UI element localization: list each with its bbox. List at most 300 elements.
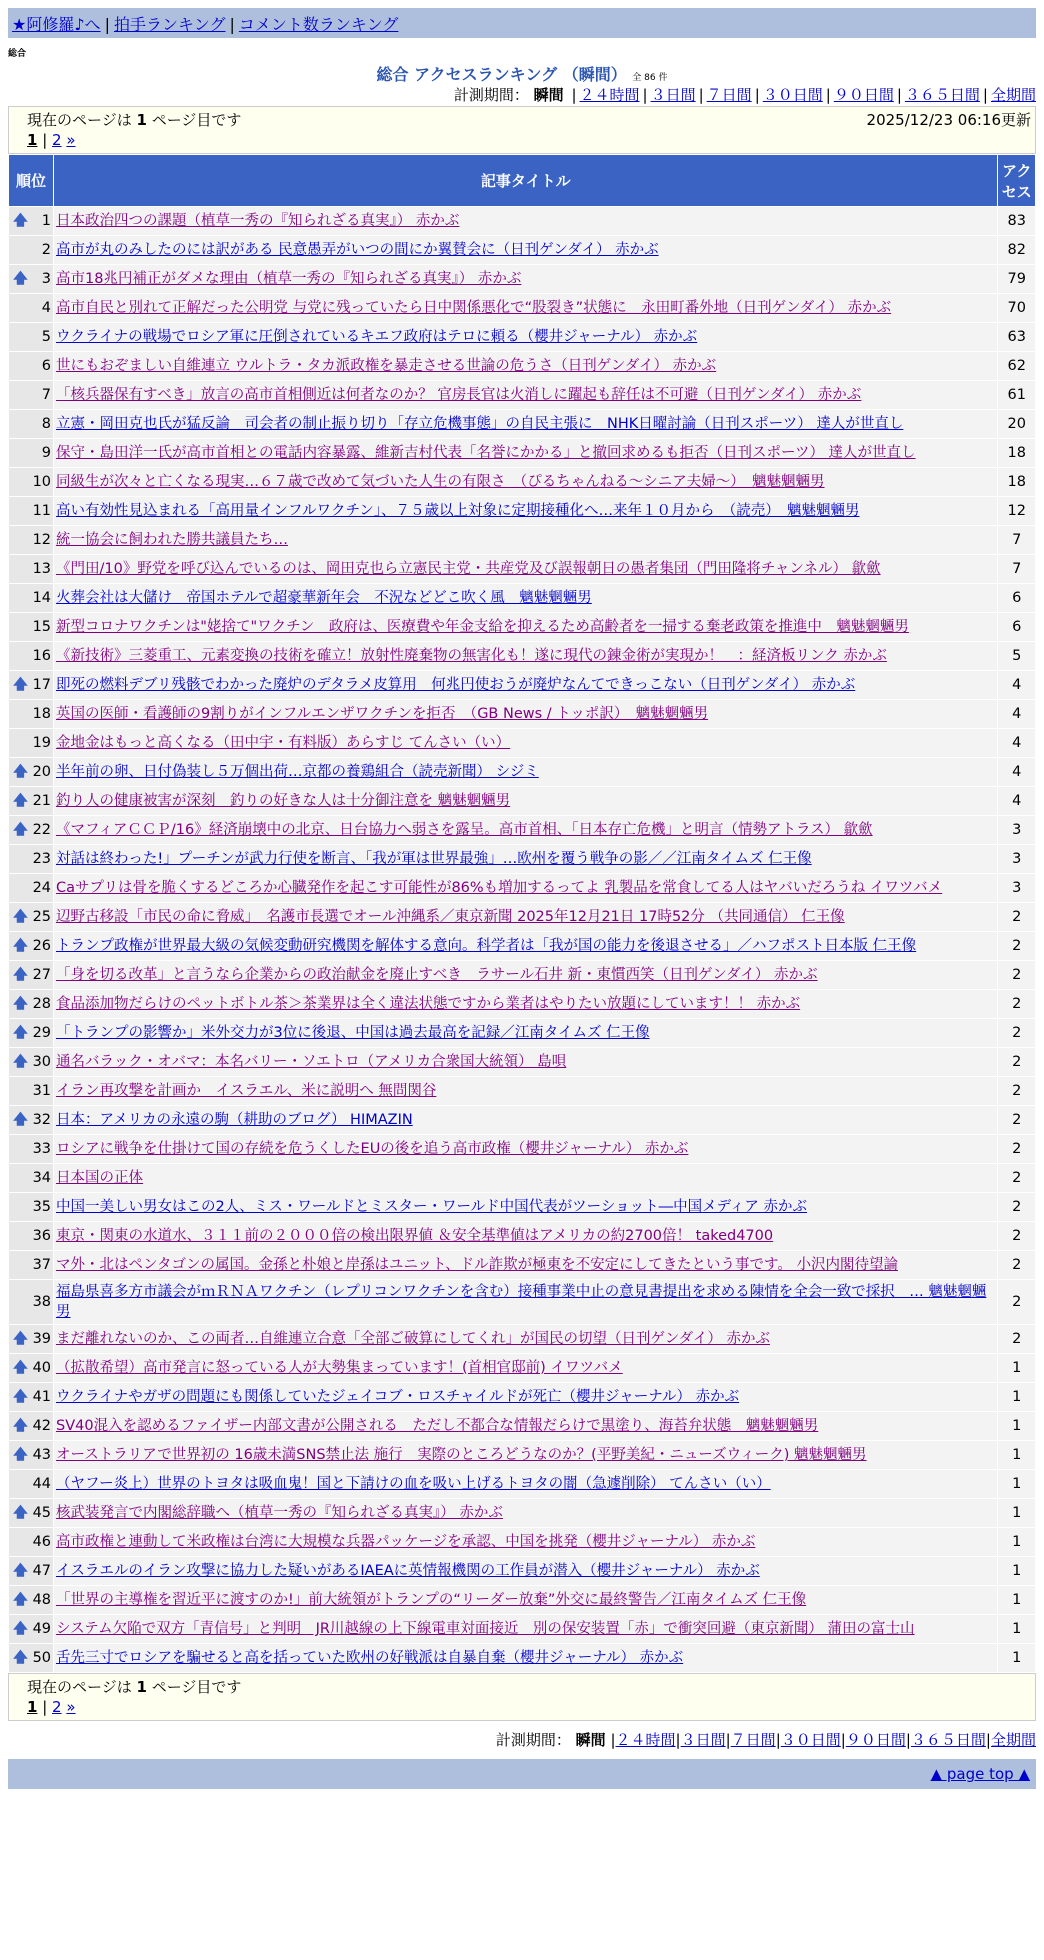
rank-cell xyxy=(9,787,54,816)
pager-page-2-bottom[interactable]: 2 xyxy=(52,1698,62,1716)
table-row xyxy=(9,381,1036,410)
bottom-bar xyxy=(8,1759,1036,1789)
page-info-box-bottom xyxy=(8,1673,1036,1721)
article-title-link[interactable]: イスラエルのイラン攻撃に協力した疑いがあるIAEAに英情報機関の工作員が潜入（櫻井ジャーナル） 赤かぶ xyxy=(56,1563,760,1579)
rank-cell xyxy=(9,613,54,642)
article-title-link[interactable]: 核武装発言で内閣総辞職へ（植草一秀の『知られざる真実』） 赤かぶ xyxy=(56,1505,503,1521)
rank-number: 6 xyxy=(41,358,52,374)
table-row xyxy=(9,1557,1036,1586)
table-row xyxy=(9,1441,1036,1470)
rank-cell xyxy=(9,468,54,497)
table-row xyxy=(9,410,1036,439)
access-count: 1 xyxy=(998,1470,1036,1499)
table-row xyxy=(9,613,1036,642)
rank-cell xyxy=(9,1354,54,1383)
article-title-link[interactable]: システム欠陥で双方「青信号」と判明 JR川越線の上下線電車対面接近 別の保安装置「赤」で衝突回避（東京新聞） 蒲田の富士山 xyxy=(56,1621,915,1637)
article-title-link[interactable]: 《新技術》三菱重工、元素変換の技術を確立！放射性廃棄物の無害化も！遂に現代の錬金術が実現か！ ：経済板リンク 赤かぶ xyxy=(56,648,887,664)
article-title-link[interactable]: 日本国の正体 xyxy=(56,1170,144,1186)
rank-up-arrow-icon: 🡅 xyxy=(13,822,28,838)
page-status-bottom: 現在のページは 1 ページ目です xyxy=(27,1678,242,1696)
rank-cell xyxy=(9,1077,54,1106)
article-title-link[interactable]: （拡散希望）高市発言に怒っている人が大勢集まっています！(首相官邸前) イワツバメ xyxy=(56,1360,623,1376)
article-title-link[interactable]: SV40混入を認めるファイザー内部文書が公開される ただし不都合な情報だらけで黒塗り、海苔弁状態 魑魅魍魎男 xyxy=(56,1418,819,1434)
rank-cell xyxy=(9,700,54,729)
rank-cell xyxy=(9,1325,54,1354)
rank-cell xyxy=(9,1135,54,1164)
pager-current-page-bottom: 1 xyxy=(27,1698,38,1716)
page-info-box-top xyxy=(8,106,1036,154)
rank-number: 7 xyxy=(41,387,52,403)
pager-bottom: 1 | 2 » xyxy=(27,1698,76,1716)
table-row xyxy=(9,1586,1036,1615)
rank-number: 3 xyxy=(41,271,52,287)
rank-cell xyxy=(9,845,54,874)
article-title-link[interactable]: ロシアに戦争を仕掛けて国の存続を危うくしたEUの後を追う高市政権（櫻井ジャーナル） 赤かぶ xyxy=(56,1141,689,1157)
rank-cell xyxy=(9,932,54,961)
rank-number: 1 xyxy=(41,213,52,229)
article-title-link[interactable]: 通名バラック・オバマ：本名バリー・ソエトロ（アメリカ合衆国大統領） 島唄 xyxy=(56,1054,567,1070)
rank-up-arrow-icon: 🡅 xyxy=(13,1054,28,1070)
rank-cell xyxy=(9,410,54,439)
access-count: 63 xyxy=(998,323,1036,352)
rank-up-arrow-icon: 🡅 xyxy=(13,271,28,287)
rank-number: 23 xyxy=(32,851,52,867)
home-link[interactable]: ★阿修羅♪へ xyxy=(12,15,101,34)
access-count: 1 xyxy=(998,1557,1036,1586)
access-count: 4 xyxy=(998,787,1036,816)
pager-top: 1 | 2 » xyxy=(27,131,76,149)
table-row xyxy=(9,671,1036,700)
rank-number: 37 xyxy=(32,1257,52,1273)
period-link[interactable]: ９０日間 xyxy=(833,86,894,104)
access-count: 2 xyxy=(998,1019,1036,1048)
top-nav-bar: ★阿修羅♪へ | 拍手ランキング | コメント数ランキング xyxy=(8,8,1036,38)
rank-number: 16 xyxy=(32,648,52,664)
period-link[interactable]: ３０日間 xyxy=(780,1731,841,1749)
rank-cell xyxy=(9,874,54,903)
access-count: 1 xyxy=(998,1644,1036,1673)
access-count: 2 xyxy=(998,932,1036,961)
table-row xyxy=(9,1354,1036,1383)
period-link[interactable]: 全期間 xyxy=(990,1731,1036,1749)
rank-number: 28 xyxy=(32,996,52,1012)
rank-number: 48 xyxy=(32,1592,52,1608)
article-title-link[interactable]: 福島県喜多方市議会がｍＲＮＡワクチン（レプリコンワクチンを含む）接種事業中止の意見書提出を求める陳情を全会一致で採択 … 魑魅魍魎男 xyxy=(56,1284,987,1320)
access-count: 4 xyxy=(998,671,1036,700)
access-count: 2 xyxy=(998,1077,1036,1106)
article-title-link[interactable]: ウクライナやガザの問題にも関係していたジェイコブ・ロスチャイルドが死亡（櫻井ジャーナル） 赤かぶ xyxy=(56,1389,740,1405)
rank-number: 22 xyxy=(32,822,52,838)
rank-cell xyxy=(9,381,54,410)
rank-cell xyxy=(9,1222,54,1251)
rank-number: 25 xyxy=(32,909,52,925)
access-count: 2 xyxy=(998,1106,1036,1135)
rank-number: 2 xyxy=(41,242,52,258)
rank-number: 50 xyxy=(32,1650,52,1666)
period-link[interactable]: ３０日間 xyxy=(762,86,823,104)
rank-up-arrow-icon: 🡅 xyxy=(13,1447,28,1463)
access-count: 1 xyxy=(998,1586,1036,1615)
total-count: 全 86 件 xyxy=(632,73,668,83)
table-row xyxy=(9,1222,1036,1251)
access-count: 12 xyxy=(998,497,1036,526)
rank-cell xyxy=(9,1586,54,1615)
article-title-link[interactable]: 保守・島田洋一氏が高市首相との電話内容暴露、維新吉村代表「名誉にかかる」と撤回求めるも拒否（日刊スポーツ） 達人が世直し xyxy=(56,445,916,461)
rank-up-arrow-icon: 🡅 xyxy=(13,1650,28,1666)
table-row xyxy=(9,265,1036,294)
table-row xyxy=(9,555,1036,584)
rank-cell xyxy=(9,352,54,381)
table-row xyxy=(9,961,1036,990)
table-row xyxy=(9,352,1036,381)
rank-number: 14 xyxy=(32,590,52,606)
access-count: 1 xyxy=(998,1441,1036,1470)
access-count: 61 xyxy=(998,381,1036,410)
access-count: 62 xyxy=(998,352,1036,381)
rank-up-arrow-icon: 🡅 xyxy=(13,1331,28,1347)
table-row xyxy=(9,729,1036,758)
access-count: 3 xyxy=(998,816,1036,845)
table-row xyxy=(9,584,1036,613)
article-title-link[interactable]: 高市18兆円補正がダメな理由（植草一秀の『知られざる真実』） 赤かぶ xyxy=(56,271,522,287)
rank-cell xyxy=(9,990,54,1019)
rank-cell xyxy=(9,439,54,468)
table-row xyxy=(9,497,1036,526)
article-title-link[interactable]: 東京・関東の水道水、３１１前の２０００倍の検出限界値 ＆安全基準値はアメリカの約2700倍！ taked4700 xyxy=(56,1228,774,1244)
rank-cell xyxy=(9,236,54,265)
rank-cell xyxy=(9,671,54,700)
rank-number: 13 xyxy=(32,561,52,577)
table-row xyxy=(9,1251,1036,1280)
access-count: 1 xyxy=(998,1499,1036,1528)
rank-cell xyxy=(9,816,54,845)
rank-number: 34 xyxy=(32,1170,52,1186)
rank-number: 10 xyxy=(32,474,52,490)
table-row xyxy=(9,1106,1036,1135)
rank-up-arrow-icon: 🡅 xyxy=(13,996,28,1012)
article-title-link[interactable]: まだ離れないのか、この両者…自維連立合意「全部ご破算にしてくれ」が国民の切望（日刊ゲンダイ） 赤かぶ xyxy=(56,1331,770,1347)
access-count: 1 xyxy=(998,1383,1036,1412)
rank-up-arrow-icon: 🡅 xyxy=(13,1505,28,1521)
rank-cell xyxy=(9,294,54,323)
rank-cell xyxy=(9,1615,54,1644)
article-title-link[interactable]: 日本：アメリカの永遠の駒（耕助のブログ） HIMAZIN xyxy=(56,1112,413,1128)
rank-cell xyxy=(9,642,54,671)
rank-number: 44 xyxy=(32,1476,52,1492)
article-title-link[interactable]: 立憲・岡田克也氏が猛反論 司会者の制止振り切り「存立危機事態」の自民主張に NHK日曜討論（日刊スポーツ） 達人が世直し xyxy=(56,416,904,432)
period-link[interactable]: ３６５日間 xyxy=(904,86,980,104)
access-count: 83 xyxy=(998,207,1036,236)
article-title-link[interactable]: 高市政権と連動して米政権は台湾に大規模な兵器パッケージを承認、中国を挑発（櫻井ジャーナル） 赤かぶ xyxy=(56,1534,756,1550)
table-row xyxy=(9,1528,1036,1557)
table-row xyxy=(9,874,1036,903)
access-count: 4 xyxy=(998,729,1036,758)
access-count: 2 xyxy=(998,990,1036,1019)
table-row xyxy=(9,1164,1036,1193)
rank-cell xyxy=(9,526,54,555)
period-link[interactable]: ２４時間 xyxy=(615,1731,676,1749)
rank-up-arrow-icon: 🡅 xyxy=(13,1360,28,1376)
access-count: 7 xyxy=(998,526,1036,555)
access-count: 7 xyxy=(998,555,1036,584)
rank-number: 12 xyxy=(32,532,52,548)
rank-cell xyxy=(9,1644,54,1673)
rank-cell xyxy=(9,1193,54,1222)
pager-next-arrow[interactable]: » xyxy=(66,131,76,149)
rank-up-arrow-icon: 🡅 xyxy=(13,793,28,809)
rank-number: 5 xyxy=(41,329,52,345)
table-row xyxy=(9,526,1036,555)
rank-cell xyxy=(9,265,54,294)
rank-number: 31 xyxy=(32,1083,52,1099)
article-title-link[interactable]: 火葬会社は大儲け 帝国ホテルで超豪華新年会 不況などどこ吹く風 魑魅魍魎男 xyxy=(56,590,592,606)
access-count: 2 xyxy=(998,1193,1036,1222)
table-row xyxy=(9,1412,1036,1441)
period-link[interactable]: ３日間 xyxy=(680,1731,726,1749)
table-row xyxy=(9,236,1036,265)
rank-number: 29 xyxy=(32,1025,52,1041)
rank-number: 35 xyxy=(32,1199,52,1215)
rank-number: 30 xyxy=(32,1054,52,1070)
rank-cell xyxy=(9,497,54,526)
rank-up-arrow-icon: 🡅 xyxy=(13,1592,28,1608)
rank-cell xyxy=(9,903,54,932)
access-count: 5 xyxy=(998,642,1036,671)
period-selector-bottom: 計測期間： 瞬間 |２４時間|３日間|７日間|３０日間|９０日間|３６５日間|全期間 xyxy=(495,1731,1036,1749)
rank-number: 27 xyxy=(32,967,52,983)
period-link[interactable]: ２４時間 xyxy=(579,86,640,104)
page-top-link[interactable]: ▲ page top ▲ xyxy=(930,1765,1030,1783)
rank-number: 36 xyxy=(32,1228,52,1244)
access-count: 70 xyxy=(998,294,1036,323)
period-link[interactable]: ７日間 xyxy=(730,1731,776,1749)
article-title-link[interactable]: 高市自民と別れて正解だった公明党 与党に残っていたら日中関係悪化で“股裂き”状態に 永田町番外地（日刊ゲンダイ） 赤かぶ xyxy=(56,300,892,316)
table-row xyxy=(9,1280,1036,1325)
access-count: 2 xyxy=(998,903,1036,932)
rank-cell xyxy=(9,1251,54,1280)
access-count: 2 xyxy=(998,1222,1036,1251)
period-link[interactable]: ３日間 xyxy=(650,86,696,104)
access-count: 3 xyxy=(998,874,1036,903)
article-title-link[interactable]: 同級生が次々と亡くなる現実…６７歳で改めて気づいた人生の有限さ （ぴるちゃんねる～シニア夫婦～） 魑魅魍魎男 xyxy=(56,474,825,490)
period-link[interactable]: ３６５日間 xyxy=(910,1731,986,1749)
access-count: 18 xyxy=(998,468,1036,497)
table-row xyxy=(9,1135,1036,1164)
table-row xyxy=(9,468,1036,497)
rank-cell xyxy=(9,1412,54,1441)
access-count: 2 xyxy=(998,961,1036,990)
rank-cell xyxy=(9,729,54,758)
updated-time: 2025/12/23 06:16更新 xyxy=(866,111,1031,129)
period-current-bottom: 瞬間 xyxy=(575,1731,606,1749)
period-link[interactable]: ７日間 xyxy=(706,86,752,104)
article-title-link[interactable]: トランプ政権が世界最大級の気候変動研究機関を解体する意向。科学者は「我が国の能力を後退させる」／ハフポスト日本版 仁王像 xyxy=(56,938,917,954)
rank-number: 38 xyxy=(32,1294,52,1310)
pager-page-2[interactable]: 2 xyxy=(52,131,62,149)
rank-up-arrow-icon: 🡅 xyxy=(13,1025,28,1041)
rank-number: 26 xyxy=(32,938,52,954)
access-count: 4 xyxy=(998,758,1036,787)
rank-number: 11 xyxy=(32,503,52,519)
access-count: 1 xyxy=(998,1615,1036,1644)
access-count: 82 xyxy=(998,236,1036,265)
article-title-link[interactable]: 対話は終わった!」プーチンが武力行使を断言、「我が軍は世界最強」…欧州を覆う戦争の影／／江南タイムズ 仁王像 xyxy=(56,851,812,867)
rank-number: 17 xyxy=(32,677,52,693)
table-row xyxy=(9,1019,1036,1048)
rank-cell xyxy=(9,323,54,352)
header-access: アクセス xyxy=(998,155,1036,207)
article-title-link[interactable]: 「トランプの影響か」米外交力が3位に後退、中国は過去最高を記録／江南タイムズ 仁王像 xyxy=(56,1025,650,1041)
rank-up-arrow-icon: 🡅 xyxy=(13,1621,28,1637)
rank-cell xyxy=(9,1470,54,1499)
table-row xyxy=(9,700,1036,729)
article-title-link[interactable]: 辺野古移設「市民の命に脅威」 名護市長選でオール沖縄系／東京新聞 2025年12月21日 17時52分 （共同通信） 仁王像 xyxy=(56,909,845,925)
table-row xyxy=(9,642,1036,671)
rank-number: 20 xyxy=(32,764,52,780)
rank-up-arrow-icon: 🡅 xyxy=(13,967,28,983)
rank-cell xyxy=(9,1499,54,1528)
table-row xyxy=(9,845,1036,874)
rank-number: 33 xyxy=(32,1141,52,1157)
period-links-top: | ２４時間 | ３日間 | ７日間 | ３０日間 | ９０日間 | ３６５日間 | 全期間 xyxy=(571,86,1036,104)
table-row xyxy=(9,1644,1036,1673)
rank-cell xyxy=(9,1164,54,1193)
table-row xyxy=(9,294,1036,323)
table-row xyxy=(9,1048,1036,1077)
rank-up-arrow-icon: 🡅 xyxy=(13,909,28,925)
table-row xyxy=(9,1470,1036,1499)
table-row xyxy=(9,758,1036,787)
rank-cell xyxy=(9,1048,54,1077)
article-title-link[interactable]: マ外・北はペンタゴンの属国。金孫と朴娘と岸孫はユニット、ドル詐欺が極東を不安定にしてきたという事です。 小沢内閣待望論 xyxy=(56,1257,899,1273)
pager-current-page: 1 xyxy=(27,131,38,149)
section-label: 総合 xyxy=(8,49,27,59)
access-count: 1 xyxy=(998,1412,1036,1441)
page-status: 現在のページは 1 ページ目です xyxy=(27,111,242,129)
article-title-link[interactable]: 《マフィアＣＣＰ/16》経済崩壊中の北京、日台協力へ弱さを露呈。高市首相、「日本存亡危機」と明言（情勢アトラス） 歙歛 xyxy=(56,822,873,838)
rank-number: 24 xyxy=(32,880,52,896)
rank-cell xyxy=(9,207,54,236)
article-title-link[interactable]: 半年前の卵、日付偽装し５万個出荷…京都の養鶏組合（読売新聞） シジミ xyxy=(56,764,539,780)
table-row xyxy=(9,816,1036,845)
period-selector-top: 計測期間： 瞬間 | ２４時間 | ３日間 | ７日間 | ３０日間 | ９０日間 | ３６５日間 | 全期間 xyxy=(453,86,1036,104)
rank-number: 46 xyxy=(32,1534,52,1550)
rank-up-arrow-icon: 🡅 xyxy=(13,1563,28,1579)
table-row xyxy=(9,1615,1036,1644)
table-row xyxy=(9,1193,1036,1222)
rank-number: 15 xyxy=(32,619,52,635)
access-count: 2 xyxy=(998,1164,1036,1193)
article-title-link[interactable]: 高い有効性見込まれる「高用量インフルワクチン」、７５歳以上対象に定期接種化へ…来年１０月から （読売） 魑魅魍魎男 xyxy=(56,503,860,519)
rank-cell xyxy=(9,1383,54,1412)
article-title-link[interactable]: 高市が丸のみしたのには訳がある 民意愚弄がいつの間にか翼賛会に（日刊ゲンダイ） 赤かぶ xyxy=(56,242,659,258)
page-title xyxy=(8,62,1036,84)
header-rank: 順位 xyxy=(9,155,54,207)
rank-number: 47 xyxy=(32,1563,52,1579)
rank-up-arrow-icon: 🡅 xyxy=(13,1389,28,1405)
article-title-link[interactable]: 《門田/10》野党を呼び込んでいるのは、岡田克也ら立憲民主党・共産党及び誤報朝日の愚者集団（門田隆将チャンネル） 歙歛 xyxy=(56,561,881,577)
rank-cell xyxy=(9,1280,54,1325)
rank-number: 8 xyxy=(41,416,52,432)
rank-cell xyxy=(9,1557,54,1586)
rank-number: 45 xyxy=(32,1505,52,1521)
article-title-link[interactable]: 日本政治四つの課題（植草一秀の『知られざる真実』） 赤かぶ xyxy=(56,213,460,229)
rank-number: 40 xyxy=(32,1360,52,1376)
access-count: 1 xyxy=(998,1528,1036,1557)
article-title-link[interactable]: イラン再攻撃を計画か イスラエル、米に説明へ 無問関谷 xyxy=(56,1083,437,1099)
ranking-title: 総合 アクセスランキング （瞬間） xyxy=(376,65,627,84)
article-title-link[interactable]: オーストラリアで世界初の 16歳未満SNS禁止法 施行 実際のところどうなのか？(平野美紀・ニューズウィーク) 魑魅魍魎男 xyxy=(56,1447,867,1463)
article-title-link[interactable]: 食品添加物だらけのペットボトル茶＞茶業界は全く違法状態ですから業者はやりたい放題にしています！！ 赤かぶ xyxy=(56,996,801,1012)
article-title-link[interactable]: 「核兵器保有すべき」放言の高市首相側近は何者なのか？ 官房長官は火消しに躍起も辞任は不可避（日刊ゲンダイ） 赤かぶ xyxy=(56,387,862,403)
table-row xyxy=(9,787,1036,816)
article-title-link[interactable]: 英国の医師・看護師の9割りがインフルエンザワクチンを拒否 （GB News / トッポ訳） 魑魅魍魎男 xyxy=(56,706,709,722)
rank-number: 49 xyxy=(32,1621,52,1637)
rank-cell xyxy=(9,1528,54,1557)
table-row xyxy=(9,1383,1036,1412)
comment-ranking-link[interactable]: コメント数ランキング xyxy=(238,15,399,34)
table-row xyxy=(9,1499,1036,1528)
access-count: 2 xyxy=(998,1325,1036,1354)
ranking-table xyxy=(8,154,1036,1673)
rank-cell xyxy=(9,555,54,584)
article-title-link[interactable]: 新型コロナワクチンは"姥捨て"ワクチン 政府は、医療費や年金支給を抑えるため高齢者を一掃する棄老政策を推進中 魑魅魍魎男 xyxy=(56,619,909,635)
rank-number: 19 xyxy=(32,735,52,751)
article-title-link[interactable]: 統一協会に飼われた勝共議員たち… xyxy=(56,532,289,548)
rank-up-arrow-icon: 🡅 xyxy=(13,1112,28,1128)
article-title-link[interactable]: 「世界の主導権を習近平に渡すのか!」前大統領がトランプの“リーダー放棄”外交に最終警告／江南タイムズ 仁王像 xyxy=(56,1592,807,1608)
rank-up-arrow-icon: 🡅 xyxy=(13,764,28,780)
rank-up-arrow-icon: 🡅 xyxy=(13,677,28,693)
access-count: 79 xyxy=(998,265,1036,294)
article-title-link[interactable]: 世にもおぞましい自維連立 ウルトラ・タカ派政権を暴走させる世論の危うさ（日刊ゲンダイ） 赤かぶ xyxy=(56,358,717,374)
table-row xyxy=(9,990,1036,1019)
table-row xyxy=(9,323,1036,352)
rank-up-arrow-icon: 🡅 xyxy=(13,213,28,229)
period-link[interactable]: ９０日間 xyxy=(845,1731,906,1749)
table-row xyxy=(9,1077,1036,1106)
period-links-bottom: |２４時間|３日間|７日間|３０日間|９０日間|３６５日間|全期間 xyxy=(610,1731,1036,1749)
rank-cell xyxy=(9,961,54,990)
access-count: 2 xyxy=(998,1280,1036,1325)
table-row xyxy=(9,903,1036,932)
rank-number: 39 xyxy=(32,1331,52,1347)
table-row xyxy=(9,439,1036,468)
rank-number: 43 xyxy=(32,1447,52,1463)
rank-number: 42 xyxy=(32,1418,52,1434)
access-count: 2 xyxy=(998,1048,1036,1077)
article-title-link[interactable]: ウクライナの戦場でロシア軍に圧倒されているキエフ政府はテロに頼る（櫻井ジャーナル） 赤かぶ xyxy=(56,329,698,345)
article-title-link[interactable]: 中国一美しい男女はこの2人、ミス・ワールドとミスター・ワールド中国代表がツーショット―中国メディア 赤かぶ xyxy=(56,1199,808,1215)
article-title-link[interactable]: 舌先三寸でロシアを騙せると高を括っていた欧州の好戦派は自暴自棄（櫻井ジャーナル） 赤かぶ xyxy=(56,1650,684,1666)
rank-up-arrow-icon: 🡅 xyxy=(13,1418,28,1434)
article-title-link[interactable]: Caサプリは骨を脆くするどころか心臓発作を起こす可能性が86%も増加するってよ 乳製品を常食してる人はヤバいだろうね イワツバメ xyxy=(56,880,943,896)
header-title: 記事タイトル xyxy=(54,155,998,207)
clap-ranking-link[interactable]: 拍手ランキング xyxy=(113,15,226,34)
rank-number: 21 xyxy=(32,793,52,809)
pager-next-arrow-bottom[interactable]: » xyxy=(66,1698,76,1716)
access-count: 2 xyxy=(998,1251,1036,1280)
article-title-link[interactable]: 金地金はもっと高くなる（田中宇・有料版）あらすじ てんさい（い） xyxy=(56,735,511,751)
access-count: 3 xyxy=(998,845,1036,874)
period-link[interactable]: 全期間 xyxy=(990,86,1036,104)
article-title-link[interactable]: 「身を切る改革」と言うなら企業からの政治献金を廃止すべき ラサール石井 新・東慣西笑（日刊ゲンダイ） 赤かぶ xyxy=(56,967,818,983)
rank-number: 41 xyxy=(32,1389,52,1405)
article-title-link[interactable]: （ヤフー炎上）世界のトヨタは吸血鬼！国と下請けの血を吸い上げるトヨタの闇（急遽削除） てんさい（い） xyxy=(56,1476,771,1492)
article-title-link[interactable]: 釣り人の健康被害が深刻 釣りの好きな人は十分御注意を 魑魅魍魎男 xyxy=(56,793,511,809)
article-title-link[interactable]: 即死の燃料デブリ残骸でわかった廃炉のデタラメ皮算用 何兆円使おうが廃炉なんてできっこない（日刊ゲンダイ） 赤かぶ xyxy=(56,677,856,693)
period-current: 瞬間 xyxy=(533,86,564,104)
